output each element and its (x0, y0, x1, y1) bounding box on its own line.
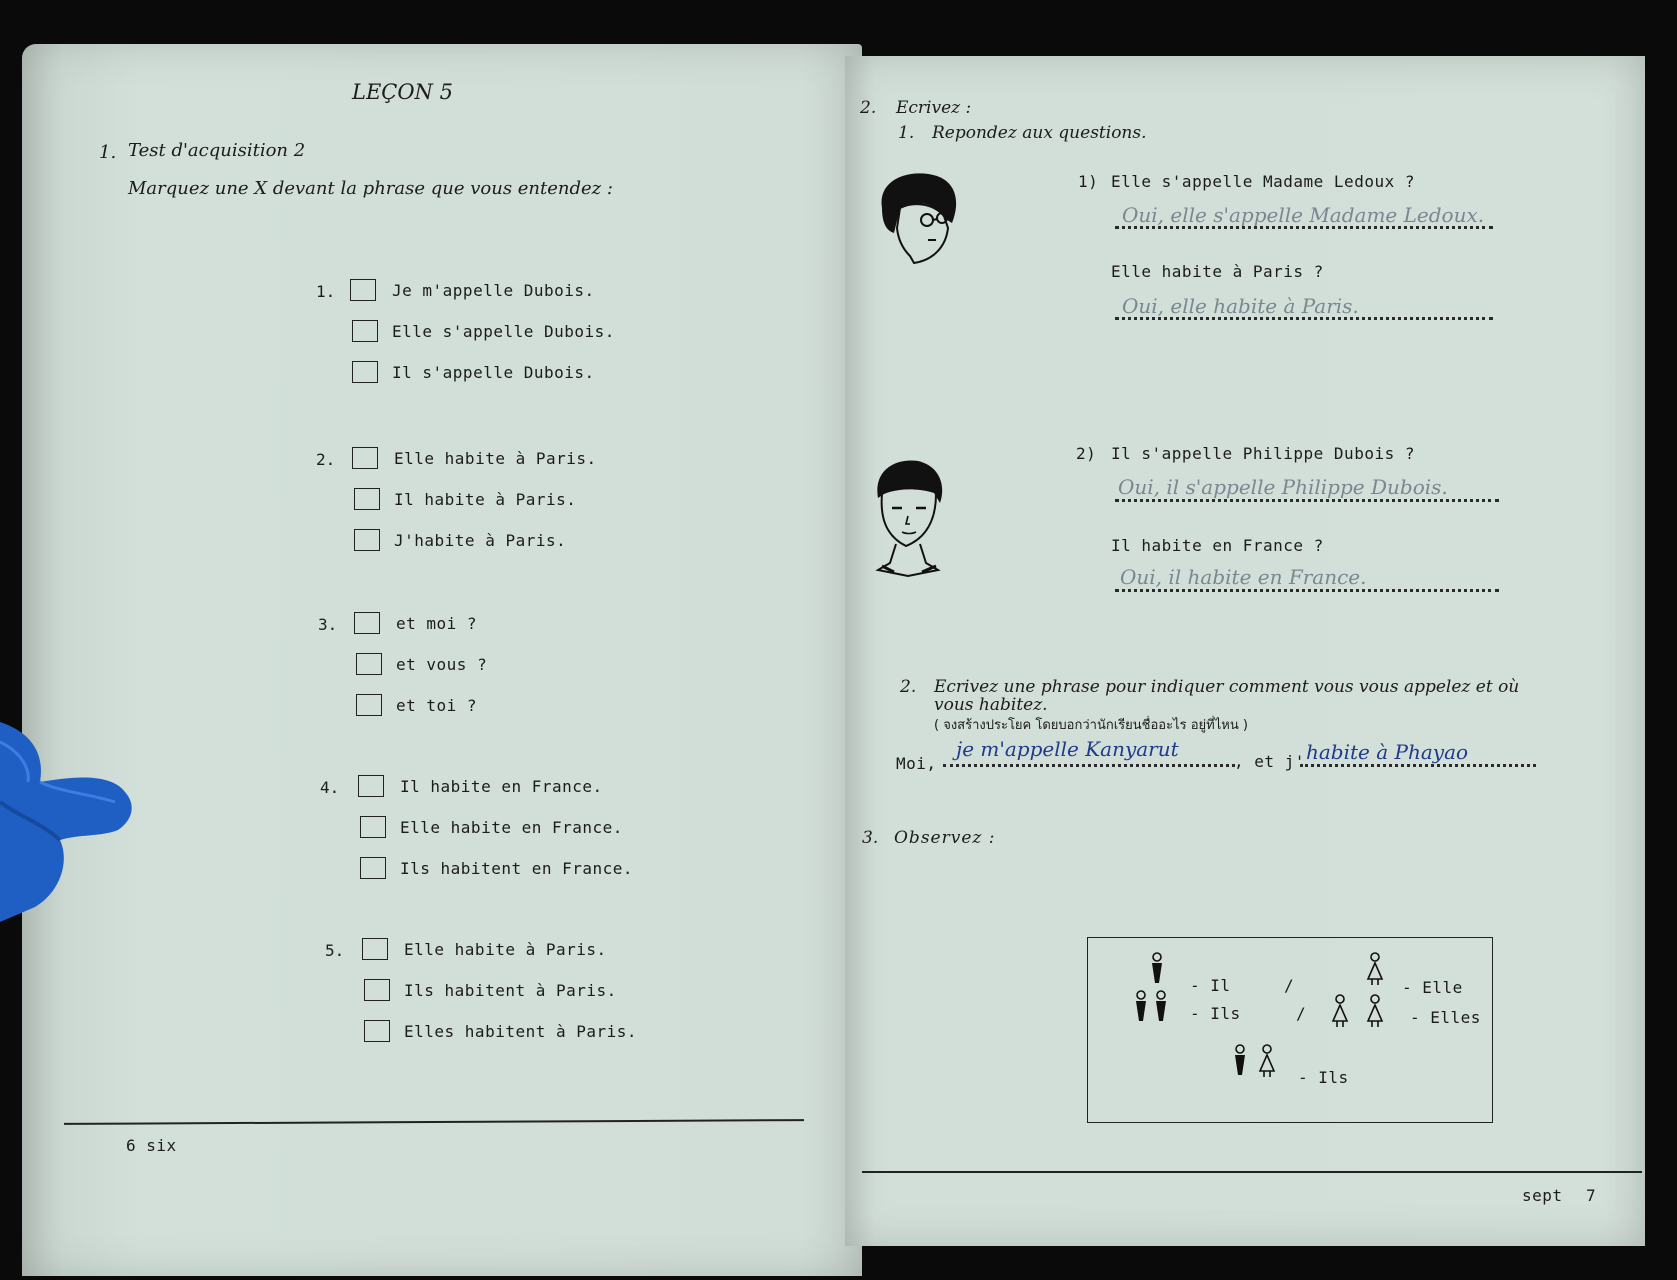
q2-answer-a-line (1115, 499, 1499, 502)
lesson-title: LEÇON 5 (352, 80, 453, 104)
answer-option-label: Il habite en France. (400, 777, 603, 796)
answer-checkbox[interactable] (356, 653, 382, 675)
box-ils-masculine: - Ils (1190, 1004, 1241, 1023)
q2-question-b: Il habite en France ? (1111, 536, 1324, 555)
name-answer[interactable]: je m'appelle Kanyarut (956, 737, 1179, 761)
answer-checkbox[interactable] (350, 279, 376, 301)
q2-answer-b[interactable]: Oui, il habite en France. (1120, 565, 1367, 589)
box-il: - Il (1190, 976, 1231, 995)
page-footer-right-word: sept (1522, 1186, 1563, 1205)
sub1-number: 1. (898, 123, 915, 143)
pronoun-figures (1087, 937, 1493, 1123)
q2-number: 2) (1076, 444, 1097, 463)
page-footer-right-number: 7 (1586, 1186, 1597, 1205)
q2-answer-b-line (1115, 589, 1499, 592)
answer-option-label: et toi ? (396, 696, 478, 715)
box-elle: - Elle (1402, 978, 1463, 997)
instruction-text: Marquez une X devant la phrase que vous entendez : (128, 178, 613, 199)
q1-number: 1) (1078, 172, 1099, 191)
q1-answer-b[interactable]: Oui, elle habite à Paris. (1122, 294, 1359, 318)
answer-option-label: et vous ? (396, 655, 488, 674)
answer-option-label: Ils habitent à Paris. (404, 981, 617, 1000)
woman-figure-icon (1368, 953, 1382, 985)
question-number: 1. (316, 282, 336, 301)
q1-question-a: Elle s'appelle Madame Ledoux ? (1111, 172, 1415, 191)
man-figure-icon (1156, 991, 1166, 1021)
answer-option-label: Elles habitent à Paris. (404, 1022, 638, 1041)
answer-checkbox[interactable] (364, 1020, 390, 1042)
sub3-number: 3. (862, 828, 879, 848)
box-slash-2: / (1296, 1004, 1307, 1023)
question-number: 3. (318, 615, 338, 634)
residence-answer-line (1300, 764, 1536, 767)
section-number: 1. (99, 142, 117, 163)
moi-label: Moi, (896, 754, 937, 773)
answer-option-label: Elle habite à Paris. (394, 449, 597, 468)
answer-checkbox[interactable] (352, 361, 378, 383)
answer-option-label: Ils habitent en France. (400, 859, 634, 878)
woman-figure-icon (1333, 995, 1347, 1027)
answer-checkbox[interactable] (364, 979, 390, 1001)
residence-answer[interactable]: habite à Phayao (1306, 740, 1469, 764)
sub2-thai-instruction: ( จงสร้างประโยค โดยบอกว่านักเรียนชื่ออะไร อยู่ที่ไหน ) (934, 718, 1248, 733)
answer-checkbox[interactable] (354, 529, 380, 551)
question-number: 2. (316, 450, 336, 469)
page-footer-left: 6 six (126, 1136, 177, 1155)
man-figure-icon (1235, 1045, 1245, 1075)
answer-option-label: Elle s'appelle Dubois. (392, 322, 615, 341)
box-ils-mixed: - Ils (1298, 1068, 1349, 1087)
section-title: Test d'acquisition 2 (128, 140, 306, 161)
q1-answer-a[interactable]: Oui, elle s'appelle Madame Ledoux. (1122, 203, 1485, 227)
answer-option-label: Il s'appelle Dubois. (392, 363, 595, 382)
q1-answer-b-line (1115, 317, 1493, 320)
man-figure-icon (1152, 953, 1162, 983)
box-slash-1: / (1284, 976, 1295, 995)
blue-glove (0, 722, 140, 962)
answer-option-label: J'habite à Paris. (394, 531, 567, 550)
right-footer-rule (862, 1171, 1642, 1173)
answer-checkbox[interactable] (354, 612, 380, 634)
name-answer-line (943, 764, 1235, 767)
sub2-text-line1: Ecrivez une phrase pour indiquer comment vous vous appelez et où (934, 677, 1520, 697)
right-section-number: 2. (860, 98, 877, 118)
sub1-title: Repondez aux questions. (932, 123, 1147, 143)
woman-face-illustration (872, 168, 962, 268)
question-number: 5. (325, 941, 345, 960)
sub3-title: Observez : (894, 828, 996, 848)
answer-checkbox[interactable] (360, 857, 386, 879)
woman-figure-icon (1260, 1045, 1274, 1077)
sub2-number: 2. (900, 677, 917, 697)
answer-checkbox[interactable] (362, 938, 388, 960)
man-face-illustration (868, 458, 948, 584)
man-figure-icon (1136, 991, 1146, 1021)
answer-checkbox[interactable] (360, 816, 386, 838)
q2-question-a: Il s'appelle Philippe Dubois ? (1111, 444, 1415, 463)
answer-option-label: et moi ? (396, 614, 478, 633)
answer-checkbox[interactable] (352, 447, 378, 469)
answer-option-label: Elle habite à Paris. (404, 940, 607, 959)
q2-answer-a[interactable]: Oui, il s'appelle Philippe Dubois. (1118, 475, 1448, 499)
woman-figure-icon (1368, 995, 1382, 1027)
answer-option-label: Je m'appelle Dubois. (392, 281, 595, 300)
q1-answer-a-line (1115, 226, 1493, 229)
et-label: , et j' (1234, 752, 1305, 771)
answer-checkbox[interactable] (356, 694, 382, 716)
q1-question-b: Elle habite à Paris ? (1111, 262, 1324, 281)
box-elles: - Elles (1410, 1008, 1481, 1027)
answer-option-label: Elle habite en France. (400, 818, 623, 837)
sub2-text-line2: vous habitez. (934, 695, 1048, 715)
right-section-title: Ecrivez : (896, 98, 972, 118)
answer-checkbox[interactable] (352, 320, 378, 342)
answer-option-label: Il habite à Paris. (394, 490, 577, 509)
question-number: 4. (320, 778, 340, 797)
answer-checkbox[interactable] (354, 488, 380, 510)
answer-checkbox[interactable] (358, 775, 384, 797)
